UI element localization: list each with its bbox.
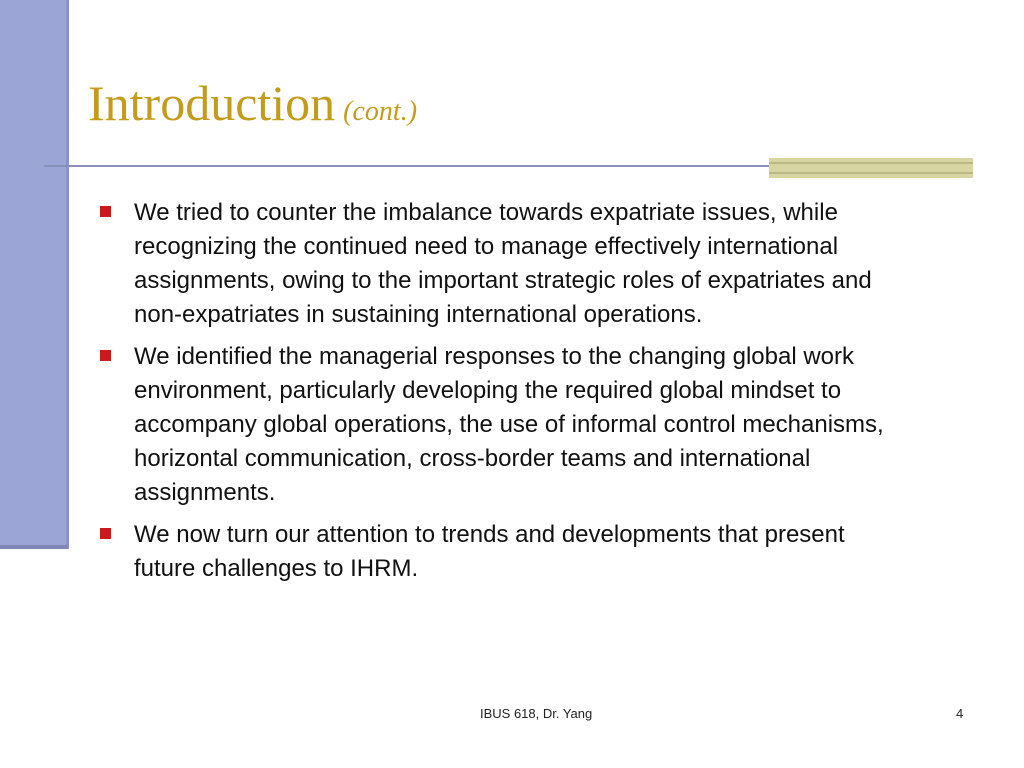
bullet-item [98, 196, 908, 332]
square-bullet-icon [100, 206, 111, 217]
square-bullet-icon [100, 528, 111, 539]
accent-line-bottom [769, 172, 973, 174]
accent-line-top [769, 162, 973, 164]
footer-text: IBUS 618, Dr. Yang [480, 706, 593, 721]
bullet-item [98, 340, 908, 510]
accent-bar [769, 158, 973, 178]
title-main: Introduction [88, 75, 336, 131]
bullet-text: We now turn our attention to trends and developments that present future challenges to IHRM. [134, 521, 845, 582]
bullet-text: We identified the managerial responses to the changing global work environment, particularly developing the required global mindset to accompany global operations, the use of informal control mechanisms, horizontal communication, cross-border teams and international assignments. [134, 343, 884, 506]
title-divider [44, 165, 770, 167]
left-bar-shadow [0, 545, 68, 549]
title-subtitle: (cont.) [343, 96, 418, 127]
bullet-text: We tried to counter the imbalance towards expatriate issues, while recognizing the continued need to manage effectively international assignments, owing to the important strategic roles of expatriates and non-expatriates in sustaining international operations. [134, 199, 872, 328]
left-decorative-bar [0, 0, 68, 545]
page-number: 4 [956, 706, 964, 721]
square-bullet-icon [100, 350, 111, 361]
slide-title [88, 74, 417, 132]
bullet-item [98, 518, 908, 586]
left-bar-edge [66, 0, 69, 549]
bullet-list [98, 196, 908, 594]
